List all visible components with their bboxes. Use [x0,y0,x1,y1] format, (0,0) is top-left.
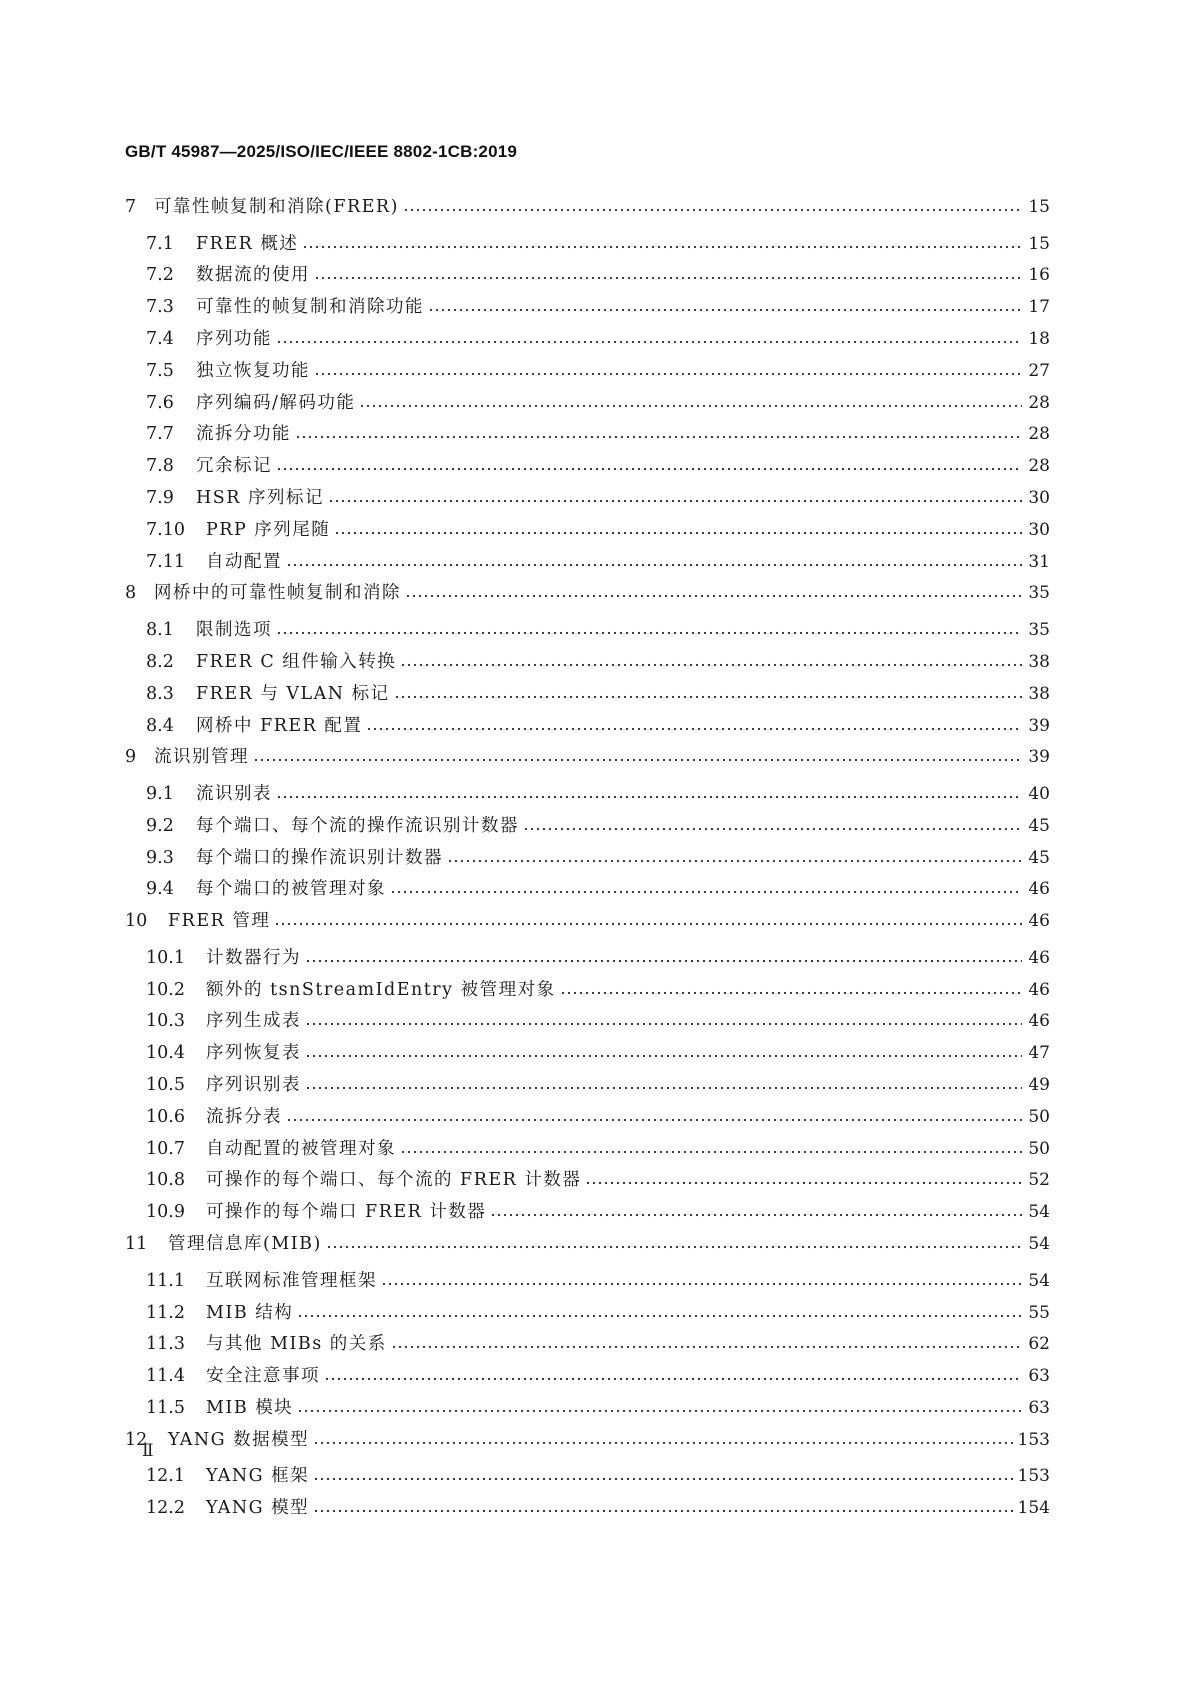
toc-section-entry[interactable] [125,389,1050,421]
toc-entry-title: 序列生成表 [206,1011,301,1032]
dot-leader [400,1138,1022,1156]
toc-entry-page: 15 [1028,233,1050,254]
toc-section-entry[interactable] [125,1394,1050,1426]
toc-entry-title: 序列恢复表 [206,1043,301,1064]
toc-entry-number: 7.2 [146,265,174,286]
toc-section-entry[interactable] [125,1071,1050,1103]
dot-leader [305,1010,1022,1028]
toc-section-entry[interactable] [125,293,1050,325]
toc-section-entry[interactable] [125,516,1050,548]
dot-leader [324,1365,1022,1383]
dot-leader [326,1233,1022,1251]
toc-chapter-entry[interactable] [125,579,1050,616]
toc-section-entry[interactable] [125,1267,1050,1299]
toc-entry-title: YANG 框架 [206,1466,310,1487]
toc-entry-number: 7.4 [146,329,174,350]
toc-entry-title: 可靠性帧复制和消除(FRER) [154,197,399,217]
toc-entry-title: HSR 序列标记 [196,488,324,509]
toc-entry-title: 每个端口的被管理对象 [196,879,386,900]
toc-entry-title: 数据流的使用 [196,265,310,286]
table-of-contents [125,193,1050,1526]
toc-entry-number: 8.4 [146,715,174,736]
toc-entry-number: 11.2 [146,1302,185,1323]
toc-entry-number: 10.4 [146,1043,185,1064]
toc-entry-title: 计数器行为 [206,947,301,968]
toc-entry-title: 流识别管理 [154,747,249,768]
dot-leader [274,910,1022,928]
dot-leader [490,1201,1022,1219]
dot-leader [314,360,1022,378]
toc-entry-page: 154 [1017,1498,1050,1519]
toc-entry-page: 31 [1028,551,1050,572]
dot-leader [314,264,1022,282]
toc-section-entry[interactable] [125,548,1050,580]
toc-entry-number: 8 [125,583,137,604]
toc-entry-title: 流识别表 [196,784,272,805]
dot-leader [447,847,1022,865]
toc-entry-number: 7.6 [146,392,174,413]
dot-leader [297,1397,1022,1415]
toc-section-entry[interactable] [125,1198,1050,1230]
toc-section-entry[interactable] [125,812,1050,844]
toc-entry-number: 9.2 [146,815,174,836]
dot-leader [391,1333,1022,1351]
dot-leader [400,651,1022,669]
toc-entry-number: 10.8 [146,1170,185,1191]
dot-leader [523,815,1022,833]
toc-entry-page: 63 [1028,1366,1050,1387]
toc-entry-page: 153 [1017,1429,1050,1450]
dot-leader [313,1497,1013,1515]
toc-section-entry[interactable] [125,420,1050,452]
toc-entry-page: 35 [1028,620,1050,641]
toc-entry-title: 额外的 tsnStreamIdEntry 被管理对象 [206,979,556,1000]
toc-section-entry[interactable] [125,976,1050,1008]
dot-leader [286,551,1022,569]
toc-section-entry[interactable] [125,712,1050,744]
toc-entry-page: 54 [1028,1202,1050,1223]
toc-section-entry[interactable] [125,944,1050,976]
toc-entry-title: PRP 序列尾随 [206,519,331,540]
dot-leader [313,1465,1013,1483]
toc-entry-page: 28 [1028,456,1050,477]
toc-section-entry[interactable] [125,452,1050,484]
toc-entry-title: 每个端口的操作流识别计数器 [196,847,443,868]
dot-leader [297,1302,1022,1320]
toc-entry-title: YANG 数据模型 [168,1429,310,1450]
toc-entry-page: 55 [1028,1302,1050,1323]
dot-leader [328,487,1022,505]
toc-entry-page: 47 [1028,1043,1050,1064]
toc-entry-number: 10.1 [146,947,185,968]
toc-entry-number: 9.3 [146,847,174,868]
toc-entry-number: 9.4 [146,879,174,900]
toc-section-entry[interactable] [125,357,1050,389]
toc-entry-number: 11.5 [146,1397,185,1418]
toc-entry-page: 45 [1028,847,1050,868]
toc-entry-number: 8.3 [146,683,174,704]
toc-entry-title: 安全注意事项 [206,1366,320,1387]
toc-entry-title: 冗余标记 [196,456,272,477]
toc-entry-page: 50 [1028,1138,1050,1159]
toc-section-entry[interactable] [125,1007,1050,1039]
toc-section-entry[interactable] [125,875,1050,907]
dot-leader [276,455,1022,473]
toc-section-entry[interactable] [125,261,1050,293]
toc-entry-page: 18 [1028,329,1050,350]
toc-entry-title: 管理信息库(MIB) [168,1234,322,1255]
dot-leader [359,392,1022,410]
dot-leader [334,519,1022,537]
toc-entry-page: 62 [1028,1334,1050,1355]
toc-entry-title: MIB 结构 [206,1302,294,1323]
toc-entry-page: 46 [1028,979,1050,1000]
toc-entry-number: 7.3 [146,297,174,318]
toc-section-entry[interactable] [125,1103,1050,1135]
dot-leader [366,715,1022,733]
toc-entry-page: 46 [1028,1011,1050,1032]
toc-entry-title: 互联网标准管理框架 [206,1270,377,1291]
toc-entry-number: 11.3 [146,1334,185,1355]
dot-leader [276,328,1022,346]
toc-entry-number: 12.2 [146,1498,185,1519]
toc-entry-page: 54 [1028,1270,1050,1291]
toc-entry-title: FRER 概述 [196,233,299,254]
toc-entry-page: 27 [1028,360,1050,381]
dot-leader [405,582,1022,600]
toc-section-entry[interactable] [125,230,1050,262]
dot-leader [305,1074,1022,1092]
toc-section-entry[interactable] [125,780,1050,812]
dot-leader [302,233,1022,251]
dot-leader [305,947,1022,965]
toc-chapter-entry[interactable] [125,1230,1050,1267]
dot-leader [381,1270,1022,1288]
toc-entry-title: 可操作的每个端口 FRER 计数器 [206,1202,487,1223]
toc-entry-title: 与其他 MIBs 的关系 [206,1334,387,1355]
toc-entry-number: 7.7 [146,424,174,445]
dot-leader [276,619,1022,637]
toc-entry-page: 54 [1028,1234,1050,1255]
toc-section-entry[interactable] [125,1039,1050,1071]
toc-entry-page: 40 [1028,784,1050,805]
toc-section-entry[interactable] [125,648,1050,680]
toc-entry-number: 11.1 [146,1270,185,1291]
toc-entry-page: 30 [1028,519,1050,540]
toc-section-entry[interactable] [125,844,1050,876]
dot-leader [305,1042,1022,1060]
toc-entry-number: 7.10 [146,519,185,540]
toc-section-entry[interactable] [125,484,1050,516]
standard-header: GB/T 45987—2025/ISO/IEC/IEEE 8802-1CB:2019 [125,142,518,161]
toc-entry-page: 28 [1028,424,1050,445]
toc-entry-title: 每个端口、每个流的操作流识别计数器 [196,815,519,836]
toc-entry-title: FRER 与 VLAN 标记 [196,683,390,704]
toc-entry-number: 10.6 [146,1106,185,1127]
toc-section-entry[interactable] [125,325,1050,357]
toc-section-entry[interactable] [125,1330,1050,1362]
toc-chapter-entry[interactable] [125,193,1050,230]
toc-entry-page: 28 [1028,392,1050,413]
toc-entry-page: 39 [1028,715,1050,736]
dot-leader [394,683,1022,701]
dot-leader [390,878,1022,896]
toc-entry-page: 15 [1028,197,1050,217]
toc-entry-page: 46 [1028,911,1050,932]
dot-leader [276,783,1022,801]
toc-entry-page: 49 [1028,1075,1050,1096]
dot-leader [585,1169,1022,1187]
toc-entry-page: 30 [1028,488,1050,509]
toc-entry-page: 63 [1028,1397,1050,1418]
toc-entry-page: 45 [1028,815,1050,836]
toc-section-entry[interactable] [125,1299,1050,1331]
toc-entry-number: 7.5 [146,360,174,381]
toc-entry-number: 10 [125,911,148,932]
toc-entry-number: 7.9 [146,488,174,509]
toc-entry-page: 38 [1028,651,1050,672]
toc-entry-number: 10.5 [146,1075,185,1096]
toc-entry-number: 9.1 [146,784,174,805]
toc-section-entry[interactable] [125,616,1050,648]
toc-entry-title: MIB 模块 [206,1397,294,1418]
dot-leader [253,746,1022,764]
toc-entry-number: 10.3 [146,1011,185,1032]
toc-entry-title: 独立恢复功能 [196,360,310,381]
dot-leader [428,296,1022,314]
toc-entry-number: 10.9 [146,1202,185,1223]
toc-entry-title: 流拆分表 [206,1106,282,1127]
toc-entry-number: 10.2 [146,979,185,1000]
toc-section-entry[interactable] [125,1166,1050,1198]
toc-entry-number: 7.8 [146,456,174,477]
toc-chapter-entry[interactable] [125,1426,1050,1463]
toc-section-entry[interactable] [125,1494,1050,1526]
toc-entry-page: 16 [1028,265,1050,286]
toc-section-entry[interactable] [125,1135,1050,1167]
page-number-roman: Ⅱ [142,1441,154,1461]
toc-entry-number: 11.4 [146,1366,185,1387]
toc-entry-number: 8.1 [146,620,174,641]
toc-entry-number: 12 [125,1429,148,1450]
toc-entry-number: 12.1 [146,1466,185,1487]
toc-entry-title: 网桥中的可靠性帧复制和消除 [154,583,401,604]
toc-section-entry[interactable] [125,1462,1050,1494]
toc-entry-title: 可靠性的帧复制和消除功能 [196,297,424,318]
toc-entry-title: 网桥中 FRER 配置 [196,715,363,736]
toc-section-entry[interactable] [125,680,1050,712]
dot-leader [286,1106,1022,1124]
toc-entry-number: 10.7 [146,1138,185,1159]
toc-entry-page: 35 [1028,583,1050,604]
toc-entry-page: 52 [1028,1170,1050,1191]
toc-entry-page: 38 [1028,683,1050,704]
toc-entry-number: 8.2 [146,651,174,672]
toc-entry-title: YANG 模型 [206,1498,310,1519]
toc-entry-title: 流拆分功能 [196,424,291,445]
toc-entry-page: 17 [1028,297,1050,318]
toc-entry-title: 序列编码/解码功能 [196,392,356,413]
toc-chapter-entry[interactable] [125,907,1050,944]
toc-entry-title: FRER 管理 [168,911,271,932]
toc-entry-page: 153 [1017,1466,1050,1487]
toc-entry-title: 序列识别表 [206,1075,301,1096]
toc-entry-title: 限制选项 [196,620,272,641]
dot-leader [313,1429,1013,1447]
toc-entry-page: 50 [1028,1106,1050,1127]
toc-entry-number: 7.11 [146,551,185,572]
toc-entry-number: 11 [125,1234,148,1255]
toc-section-entry[interactable] [125,1362,1050,1394]
toc-entry-page: 46 [1028,879,1050,900]
toc-entry-page: 39 [1028,747,1050,768]
toc-entry-title: FRER C 组件输入转换 [196,651,397,672]
toc-entry-number: 7.1 [146,233,174,254]
dot-leader [295,423,1022,441]
toc-entry-title: 可操作的每个端口、每个流的 FRER 计数器 [206,1170,582,1191]
toc-entry-page: 46 [1028,947,1050,968]
dot-leader [403,196,1022,214]
toc-entry-title: 序列功能 [196,329,272,350]
toc-entry-title: 自动配置的被管理对象 [206,1138,396,1159]
toc-entry-number: 9 [125,747,137,768]
toc-entry-title: 自动配置 [206,551,282,572]
dot-leader [560,979,1022,997]
toc-chapter-entry[interactable] [125,743,1050,780]
toc-entry-number: 7 [125,197,137,217]
